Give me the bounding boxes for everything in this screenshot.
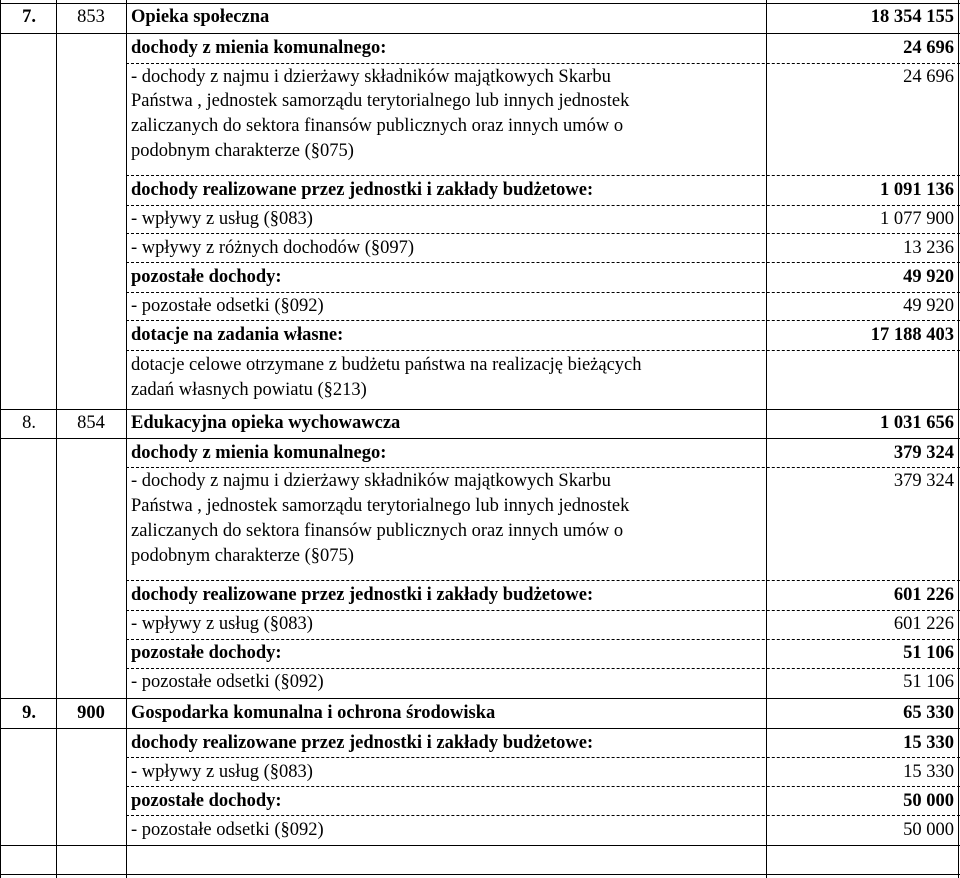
- item-amount: 13 236: [903, 238, 954, 258]
- item-amount: 24 696: [903, 67, 954, 87]
- item-label-line: zaliczanych do sektora finansów publicznych oraz innych umów o: [131, 521, 624, 541]
- row-separator: [126, 580, 960, 581]
- section-code: 900: [77, 703, 105, 723]
- row-number: 9.: [22, 703, 36, 723]
- item-amount: 50 000: [903, 820, 954, 840]
- table-border-left: [0, 0, 1, 878]
- category-label: dochody realizowane przez jednostki i zakłady budżetowe:: [131, 180, 594, 200]
- section-line: [0, 33, 960, 34]
- category-label: dotacje na zadania własne:: [131, 325, 344, 345]
- item-label-line: - dochody z najmu i dzierżawy składników majątkowych Skarbu: [131, 67, 611, 87]
- section-amount: 1 031 656: [880, 413, 954, 433]
- category-amount: 1 091 136: [880, 180, 954, 200]
- row-separator: [126, 467, 960, 468]
- row-number: 7.: [22, 7, 36, 27]
- item-label: - wpływy z różnych dochodów (§097): [131, 238, 415, 258]
- row-separator: [126, 292, 960, 293]
- item-amount: 15 330: [903, 762, 954, 782]
- row-separator: [126, 233, 960, 234]
- category-amount: 601 226: [893, 585, 954, 605]
- category-label: dochody realizowane przez jednostki i zakłady budżetowe:: [131, 733, 594, 753]
- item-amount: 49 920: [903, 296, 954, 316]
- section-line: [0, 3, 960, 4]
- row-separator: [126, 350, 960, 351]
- item-amount: 51 106: [903, 672, 954, 692]
- category-amount: 50 000: [903, 791, 954, 811]
- item-label: - wpływy z usług (§083): [131, 614, 313, 634]
- row-separator: [126, 786, 960, 787]
- category-label: pozostałe dochody:: [131, 791, 282, 811]
- item-label: - wpływy z usług (§083): [131, 762, 313, 782]
- section-amount: 18 354 155: [870, 7, 954, 27]
- row-separator: [126, 815, 960, 816]
- table-border-right: [958, 0, 959, 878]
- category-amount: 49 920: [903, 267, 954, 287]
- row-separator: [126, 668, 960, 669]
- section-line: [0, 874, 960, 875]
- item-label: - pozostałe odsetki (§092): [131, 296, 324, 316]
- item-amount: 601 226: [893, 614, 954, 634]
- section-line: [0, 728, 960, 729]
- section-line: [0, 409, 960, 410]
- item-label: - wpływy z usług (§083): [131, 209, 313, 229]
- category-label: dochody z mienia komunalnego:: [131, 443, 387, 463]
- item-label: - pozostałe odsetki (§092): [131, 672, 324, 692]
- item-label-line: Państwa , jednostek samorządu terytorialnego lub innych jednostek: [131, 496, 630, 516]
- item-label-line: Państwa , jednostek samorządu terytorialnego lub innych jednostek: [131, 91, 630, 111]
- item-label-line: podobnym charakterze (§075): [131, 141, 354, 161]
- category-amount: 15 330: [903, 733, 954, 753]
- item-label-line: podobnym charakterze (§075): [131, 546, 354, 566]
- category-amount: 24 696: [903, 38, 954, 58]
- section-title: Edukacyjna opieka wychowawcza: [131, 413, 401, 433]
- section-title: Opieka społeczna: [131, 7, 270, 27]
- column-divider-dzial: [126, 0, 127, 878]
- category-label: pozostałe dochody:: [131, 267, 282, 287]
- section-code: 853: [77, 7, 105, 27]
- category-amount: 51 106: [903, 643, 954, 663]
- category-amount: 379 324: [893, 443, 954, 463]
- section-line: [0, 698, 960, 699]
- category-amount: 17 188 403: [870, 325, 954, 345]
- item-amount: 379 324: [893, 471, 954, 491]
- item-label-line: zaliczanych do sektora finansów publicznych oraz innych umów o: [131, 116, 624, 136]
- section-code: 854: [77, 413, 105, 433]
- item-label-line: - dochody z najmu i dzierżawy składników majątkowych Skarbu: [131, 471, 611, 491]
- row-number: 8.: [22, 413, 36, 433]
- row-separator: [126, 757, 960, 758]
- row-separator: [126, 639, 960, 640]
- row-separator: [126, 63, 960, 64]
- column-divider-amount: [766, 0, 767, 878]
- row-separator: [126, 175, 960, 176]
- item-label-line: zadań własnych powiatu (§213): [131, 380, 367, 400]
- category-label: dochody z mienia komunalnego:: [131, 38, 387, 58]
- row-separator: [126, 262, 960, 263]
- section-amount: 65 330: [903, 703, 954, 723]
- row-separator: [126, 205, 960, 206]
- row-separator: [126, 320, 960, 321]
- item-label-line: dotacje celowe otrzymane z budżetu państwa na realizację bieżących: [131, 355, 642, 375]
- section-title: Gospodarka komunalna i ochrona środowiska: [131, 703, 496, 723]
- column-divider-lp: [56, 0, 57, 878]
- section-line: [0, 438, 960, 439]
- category-label: dochody realizowane przez jednostki i zakłady budżetowe:: [131, 585, 594, 605]
- item-amount: 1 077 900: [880, 209, 954, 229]
- category-label: pozostałe dochody:: [131, 643, 282, 663]
- item-label: - pozostałe odsetki (§092): [131, 820, 324, 840]
- row-separator: [126, 610, 960, 611]
- section-line: [0, 845, 960, 846]
